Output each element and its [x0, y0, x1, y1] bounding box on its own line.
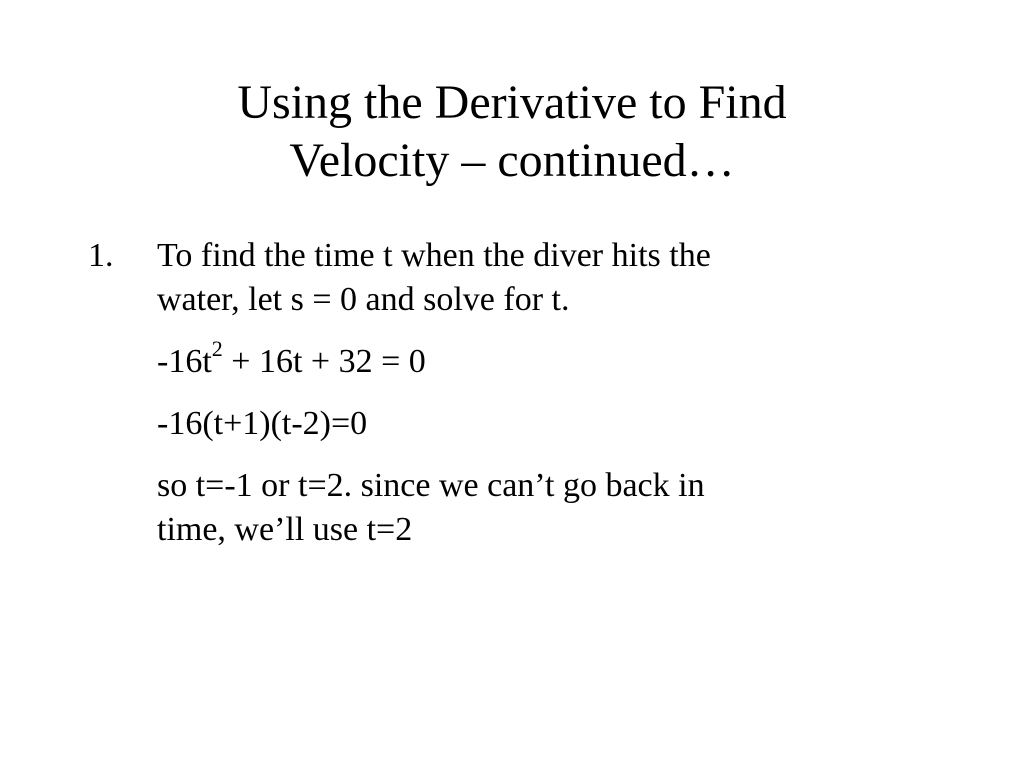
- equation-quadratic-lead: -16t: [157, 343, 212, 380]
- equation-factored: -16(t+1)(t-2)=0: [157, 405, 368, 442]
- equation-exponent: 2: [211, 335, 223, 361]
- item-number: 1.: [88, 237, 114, 274]
- title-line-2: Velocity – continued…: [289, 134, 735, 187]
- slide-body: [88, 234, 948, 552]
- slide-title: [112, 74, 912, 190]
- conclusion-line-2: time, we’ll use t=2: [157, 511, 413, 548]
- title-line-1: Using the Derivative to Find: [237, 76, 787, 129]
- equation-quadratic-rest: + 16t + 32 = 0: [222, 343, 426, 380]
- equation-quadratic: [157, 335, 948, 384]
- numbered-item: [88, 234, 948, 552]
- conclusion-line-1: so t=-1 or t=2. since we can’t go back in: [157, 467, 705, 504]
- item-text-line-2: water, let s = 0 and solve for t.: [157, 281, 570, 318]
- item-text-line-1: To find the time t when the diver hits the: [157, 237, 711, 274]
